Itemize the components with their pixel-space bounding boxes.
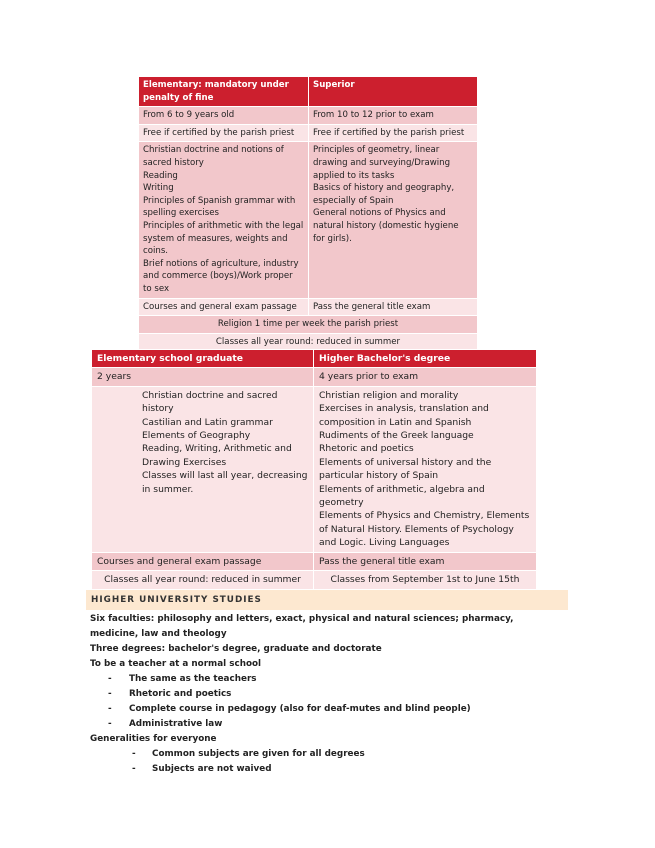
religion-note: Religion 1 time per week the parish priest [139, 316, 478, 334]
table-cell: From 6 to 9 years old [139, 107, 309, 125]
table-row [139, 298, 478, 316]
list-item: - Subjects are not waived [90, 762, 550, 777]
list-item: - Administrative law [90, 717, 550, 732]
table-row [92, 552, 537, 570]
table-cell: Courses and general exam passage [139, 298, 309, 316]
table-cell: Classes all year round: reduced in summer [92, 571, 314, 589]
section-heading: HIGHER UNIVERSITY STUDIES [86, 590, 568, 610]
header-elementary: Elementary: mandatory under penalty of fine [139, 77, 309, 107]
table-cell: Classes from September 1st to June 15th [314, 571, 537, 589]
table-header-row [92, 350, 537, 368]
teacher-list [90, 672, 550, 732]
table-row [139, 107, 478, 125]
list-item: - Common subjects are given for all degrees [90, 747, 550, 762]
table-row [92, 386, 537, 552]
table-row [139, 316, 478, 334]
list-item: - The same as the teachers [90, 672, 550, 687]
degrees-text: Three degrees: bachelor's degree, graduate and doctorate [90, 644, 382, 654]
table-cell: Christian religion and morality Exercises in analysis, translation and composition in Latin and Spanish Rudiments of the Greek language Rhetoric and poetics Elements of universal history and the particular history of Spain Elements of arithmetic, algebra and geometry Elements of Physics and Chemistry, Elements of Natural History. Elements of Psychology and Logic. Living Languages [314, 386, 537, 552]
table-cell: Principles of geometry, linear drawing and surveying/Drawing applied to its tasks Basics of history and geography, especially of Spain General notions of Physics and natural history (domestic hygiene for girls). [309, 142, 478, 298]
table-cell: Courses and general exam passage [92, 552, 314, 570]
classes-note: Classes all year round: reduced in summer [139, 333, 478, 351]
faculties-text: Six faculties: philosophy and letters, exact, physical and natural sciences; pharmacy, medicine, law and theology [90, 614, 514, 639]
table-cell: Christian doctrine and notions of sacred history Reading Writing Principles of Spanish grammar with spelling exercises Principles of arithmetic with the legal system of measures, weights and coins. Brief notions of agriculture, industry and commerce (boys)/Work proper to sex [139, 142, 309, 298]
list-item: - Complete course in pedagogy (also for deaf-mutes and blind people) [90, 702, 550, 717]
table-row [92, 571, 537, 589]
table-cell: Free if certified by the parish priest [309, 124, 478, 142]
table-row [139, 142, 478, 298]
table-row [139, 124, 478, 142]
table-cell: Pass the general title exam [314, 552, 537, 570]
table-cell: 4 years prior to exam [314, 368, 537, 386]
table-cell: Pass the general title exam [309, 298, 478, 316]
table-header-row [139, 77, 478, 107]
generalities-list [90, 747, 550, 777]
list-item: - Rhetoric and poetics [90, 687, 550, 702]
primary-education-table [138, 76, 478, 351]
table-cell: Free if certified by the parish priest [139, 124, 309, 142]
header-elementary-graduate: Elementary school graduate [92, 350, 314, 368]
header-higher-bachelor: Higher Bachelor's degree [314, 350, 537, 368]
header-superior: Superior [309, 77, 478, 107]
table-cell: 2 years [92, 368, 314, 386]
table-cell: From 10 to 12 prior to exam [309, 107, 478, 125]
table-row [92, 368, 537, 386]
generalities-heading: Generalities for everyone [90, 734, 217, 744]
section-body [90, 612, 550, 777]
secondary-education-table [91, 349, 537, 590]
table-cell: Christian doctrine and sacred history Castilian and Latin grammar Elements of Geography Reading, Writing, Arithmetic and Drawing Exercises Classes will last all year, decreasing in summer. [92, 386, 314, 552]
teacher-heading: To be a teacher at a normal school [90, 659, 262, 669]
